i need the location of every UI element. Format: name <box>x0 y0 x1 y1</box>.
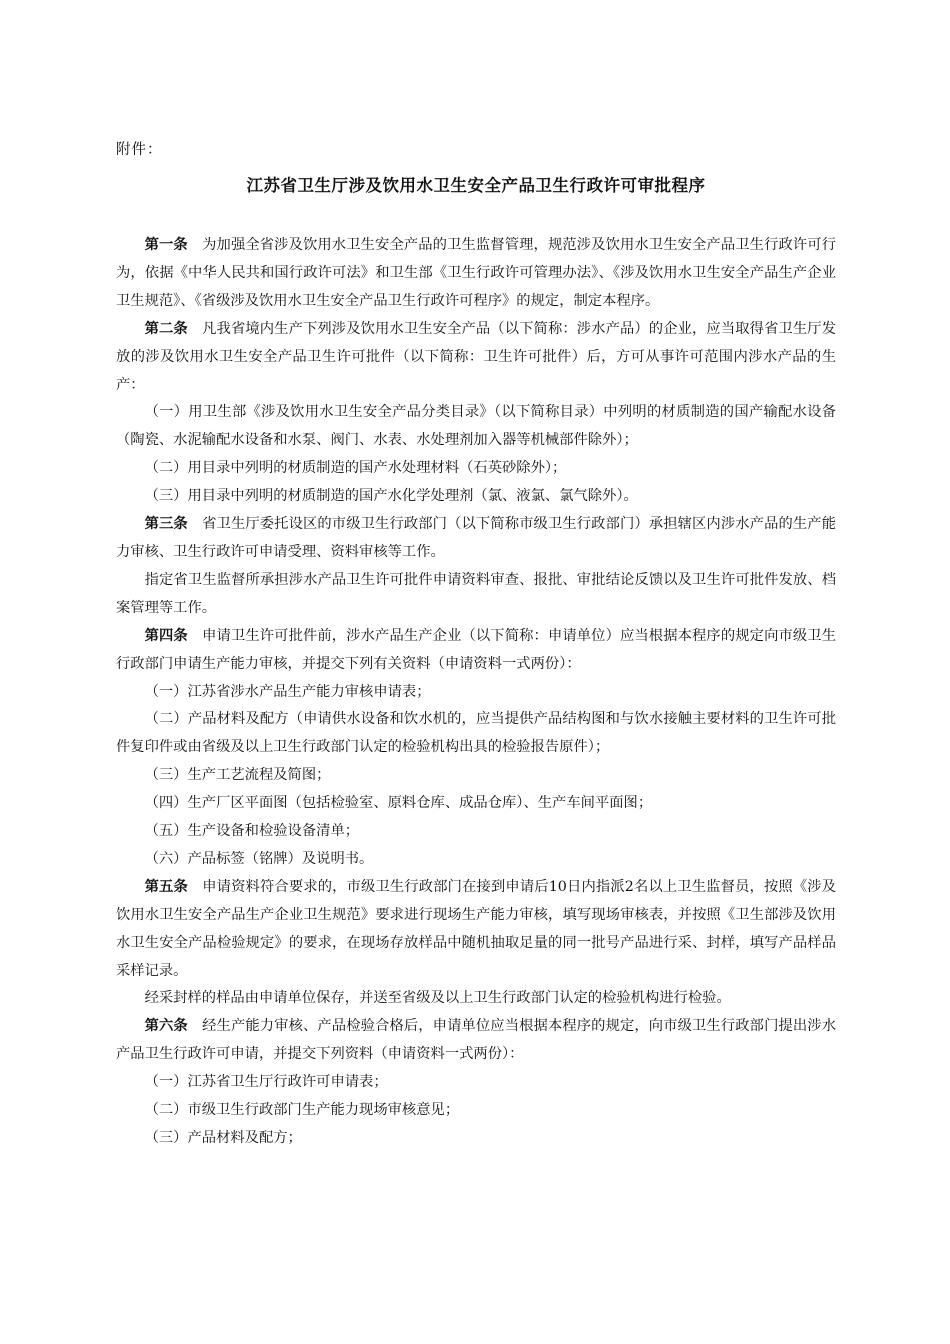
article-item: （一）江苏省卫生厅行政许可申请表； <box>144 1074 388 1091</box>
article-1 <box>116 232 836 316</box>
article-item: （三）用目录中列明的材质制造的国产水化学处理剂（氯、液氯、氯气除外）。 <box>144 488 638 505</box>
article-item: （一）江苏省涉水产品生产能力审核申请表； <box>144 683 431 700</box>
article-number: 第三条 <box>144 516 188 533</box>
article-item: 指定省卫生监督所承担涉水产品卫生许可批件申请资料审查、报批、审批结论反馈以及卫生许可批件发放、档案管理等工作。 <box>116 571 836 616</box>
article-number: 第四条 <box>144 627 188 644</box>
article-item: （五）生产设备和检验设备清单； <box>144 823 360 840</box>
article-item: （二）市级卫生行政部门生产能力现场审核意见； <box>144 1102 460 1119</box>
article-2 <box>116 316 836 400</box>
article-5 <box>116 874 836 986</box>
article-text: 申请卫生许可批件前，涉水产品生产企业（以下简称：申请单位）应当根据本程序的规定向市级卫生行政部门申请生产能力审核，并提交下列有关资料（申请资料一式两份）： <box>116 627 837 672</box>
article-item: （六）产品标签（铭牌）及说明书。 <box>144 850 374 867</box>
article-text: 申请资料符合要求的，市级卫生行政部门在接到申请后10日内指派2名以上卫生监督员，按照《涉及饮用水卫生安全产品生产企业卫生规范》要求进行现场生产能力审核，填写现场审核表，并按照《卫生部涉及饮用水卫生安全产品检验规定》的要求，在现场存放样品中随机抽取足量的同一批号产品进行采、封样，填写产品样品采样记录。 <box>116 878 836 979</box>
article-3 <box>116 511 836 567</box>
article-number: 第五条 <box>144 878 188 895</box>
article-number: 第一条 <box>144 237 188 253</box>
article-item: （一）用卫生部《涉及饮用水卫生安全产品分类目录》（以下简称目录）中列明的材质制造的国产输配水设备（陶瓷、水泥输配水设备和水泵、阀门、水表、水处理剂加入器等机械部件除外）； <box>116 404 836 449</box>
article-item: （三）生产工艺流程及简图； <box>144 767 331 784</box>
article-item: 经采封样的样品由申请单位保存，并送至省级及以上卫生行政部门认定的检验机构进行检验。 <box>144 990 731 1007</box>
attachment-label: 附件： <box>116 142 163 158</box>
article-item: （二）产品材料及配方（申请供水设备和饮水机的，应当提供产品结构图和与饮水接触主要材料的卫生许可批件复印件或由省级及以上卫生行政部门认定的检验机构出具的检验报告原件）； <box>116 711 836 756</box>
article-text: 凡我省境内生产下列涉及饮用水卫生安全产品（以下简称：涉水产品）的企业，应当取得省卫生厅发放的涉及饮用水卫生安全产品卫生许可批件（以下简称：卫生许可批件）后，方可从事许可范围内涉水产品的生产： <box>116 320 837 393</box>
article-number: 第六条 <box>144 1018 188 1035</box>
article-text: 为加强全省涉及饮用水卫生安全产品的卫生监督管理，规范涉及饮用水卫生安全产品卫生行政许可行为，依据《中华人民共和国行政许可法》和卫生部《卫生行政许可管理办法》、《涉及饮用水卫生安全产品生产企业卫生规范》、《省级涉及饮用水卫生安全产品卫生行政许可程序》的规定，制定本程序。 <box>116 237 837 309</box>
document-title: 江苏省卫生厅涉及饮用水卫生安全产品卫生行政许可审批程序 <box>246 176 706 195</box>
document-body <box>116 232 836 1153</box>
article-4 <box>116 623 836 679</box>
article-item: （四）生产厂区平面图（包括检验室、原料仓库、成品仓库）、生产车间平面图； <box>144 795 653 812</box>
article-text: 省卫生厅委托设区的市级卫生行政部门（以下简称市级卫生行政部门）承担辖区内涉水产品的生产能力审核、卫生行政许可申请受理、资料审核等工作。 <box>116 516 837 560</box>
article-number: 第二条 <box>144 320 188 337</box>
article-item: （三）产品材料及配方； <box>144 1130 302 1146</box>
article-text: 经生产能力审核、产品检验合格后，申请单位应当根据本程序的规定，向市级卫生行政部门提出涉水产品卫生行政许可申请，并提交下列资料（申请资料一式两份）： <box>116 1018 837 1063</box>
article-item: （二）用目录中列明的材质制造的国产水处理材料（石英砂除外）； <box>144 460 567 477</box>
article-6 <box>116 1013 836 1069</box>
